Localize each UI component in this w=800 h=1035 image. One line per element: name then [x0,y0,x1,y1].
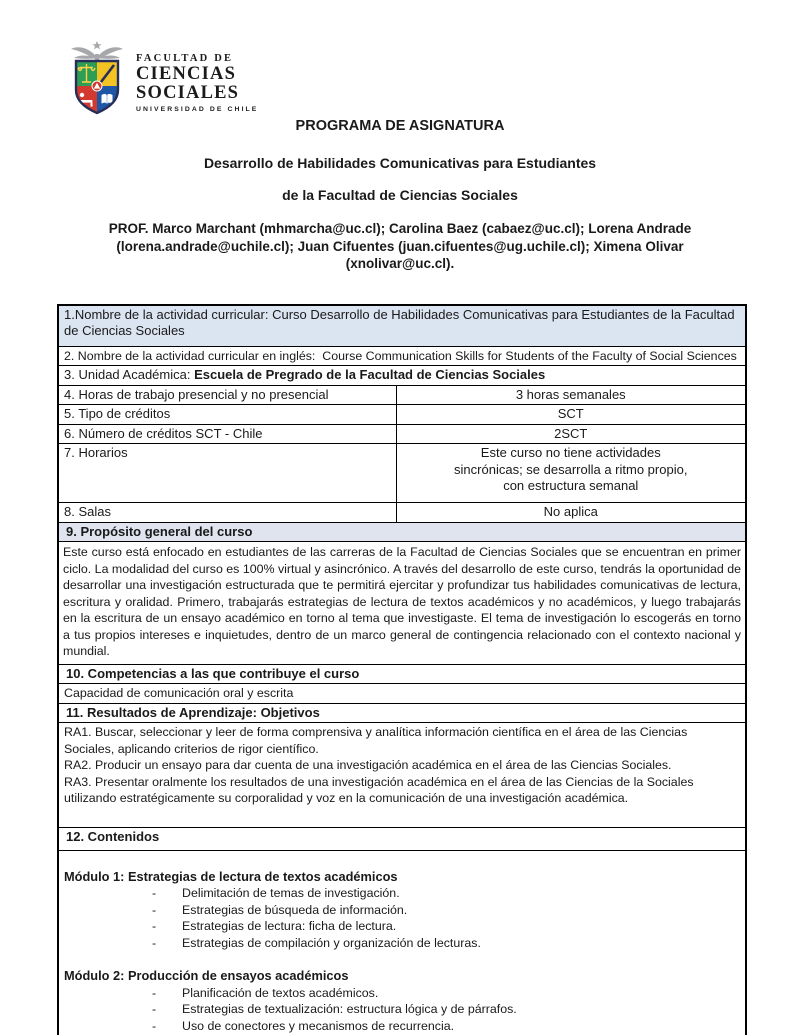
section11-header-row [58,703,746,723]
condor-wings-icon [71,47,123,60]
row7-value-line2: sincrónicas; se desarrolla a ritmo propio, [454,461,688,477]
section9-header: 9. Propósito general del curso [58,522,746,542]
professors-line: PROF. Marco Marchant (mhmarcha@uc.cl); Carolina Baez (cabaez@uc.cl); Lorena Andrade (lorena.andrade@uchile.cl); Juan Cifuentes (juan.cifuentes@ug.uchile.cl); Ximena Olivar (xnolivar@uc.cl). [108,221,692,271]
spacer [64,951,740,966]
row7-label: 7. Horarios [58,444,396,503]
university-shield-icon [66,40,128,118]
section12-header-row [58,827,746,850]
module2-title: Módulo 2: Producción de ensayos académicos [64,968,349,983]
section10-body-row [58,684,746,704]
table-row-2 [58,346,746,366]
section9-body-row [58,542,746,665]
bullet-text: - Estrategias de búsqueda de información. [182,902,408,917]
section11-body [58,723,746,828]
section12-body [58,850,746,1035]
table-row-3 [58,366,746,386]
section9-header-row [58,522,746,542]
section10-header: 10. Competencias a las que contribuye el curso [58,664,746,684]
course-title-line2: de la Facultad de Ciencias Sociales [282,187,518,203]
learning-outcome-3: RA3. Presentar oralmente los resultados de una investigación académica en el área de las Ciencias de la Sociales utilizando estratégicamente su corporalidad y voz en la comunicación de una investigación académica. [64,774,694,805]
row8-label: 8. Salas [58,503,396,523]
row7-value-line1: Este curso no tiene actividades [480,445,661,460]
module1-bullet-2 [64,902,740,919]
module2-bullet-3 [64,1018,740,1035]
module2-bullet-2 [64,1001,740,1018]
document-title: PROGRAMA DE ASIGNATURA [295,118,505,134]
bullet-text: - Uso de conectores y mecanismos de recurrencia. [182,1018,455,1033]
bullet-text: - Estrategias de lectura: ficha de lectura. [182,919,397,933]
logo-faculty-line3: SOCIALES [136,83,240,103]
course-title-line1: Desarrollo de Habilidades Comunicativas para Estudiantes [203,155,597,171]
bullet-text: - Estrategias de textualización: estructura lógica y de párrafos. [182,1002,517,1016]
logo-university-name: UNIVERSIDAD DE CHILE [136,106,259,113]
section12-header: 12. Contenidos [58,827,746,850]
row7-value-line3: con estructura semanal [503,478,639,493]
row5-value: SCT [396,405,746,425]
table-row-4 [58,385,746,405]
row2-cell: 2. Nombre de la actividad curricular en inglés: Course Communication Skills for Students of the Faculty of Social Sciences [58,346,746,366]
learning-outcome-2: RA2. Producir un ensayo para dar cuenta de una investigación académica en el área de las Ciencias Sociales. [64,758,672,772]
table-row-7 [58,444,746,503]
bullet-text: - Delimitación de temas de investigación. [182,886,400,900]
section11-body-row [58,723,746,828]
table-row-5 [58,405,746,425]
section10-body: Capacidad de comunicación oral y escrita [58,684,746,704]
learning-outcome-1: RA1. Buscar, seleccionar y leer de forma comprensiva y analítica información científica en el área de las Ciencias Sociales, aplicando criterios de rigor científico. [64,725,688,756]
section10-header-row [58,664,746,684]
table-row-6 [58,424,746,444]
university-logo [66,40,258,118]
module2-bullet-1 [64,985,740,1002]
table-row-8 [58,503,746,523]
row3-cell [58,366,746,386]
row5-label: 5. Tipo de créditos [58,405,396,425]
section12-body-row [58,850,746,1035]
row3-value: Escuela de Pregrado de la Facultad de Ciencias Sociales [194,367,546,382]
row4-value: 3 horas semanales [396,385,746,405]
spacer [64,852,740,867]
module1-title: Módulo 1: Estrategias de lectura de textos académicos [64,868,398,884]
row3-label: 3. Unidad Académica: [64,367,195,382]
section11-header: 11. Resultados de Aprendizaje: Objetivos [58,703,746,723]
row4-label: 4. Horas de trabajo presencial y no presencial [58,385,396,405]
row1-cell: 1.Nombre de la actividad curricular: Curso Desarrollo de Habilidades Comunicativas para Estudiantes de la Facultad de Ciencias Sociales [58,305,746,347]
program-table [57,304,747,1035]
section9-body: Este curso está enfocado en estudiantes de las carreras de la Facultad de Ciencias Sociales que se encuentran en primer ciclo. La modalidad del curso es 100% virtual y asincrónico. A través del desarrollo de este curso, tendrás la oportunidad de desarrollar una investigación estructurada que te permitirá ejercitar y profundizar tus habilidades comunicativas de lectura, escritura y oralidad. Primero, trabajarás estrategias de lectura de textos académicos y no académicos, y luego trabajarás en la escritura de un ensayo académico en torno al tema que investigaste. El tema de investigación lo escogerás en torno a tus propios intereses e inquietudes, dentro de un marco general de contingencia relacionado con el contexto nacional y mundial. [58,542,746,665]
row6-label: 6. Número de créditos SCT - Chile [58,424,396,444]
bullet-text: - Estrategias de compilación y organización de lecturas. [182,935,481,950]
row7-value [396,444,746,503]
logo-text [136,40,258,115]
row8-value: No aplica [396,503,746,523]
row6-value: 2SCT [396,424,746,444]
bullet-text: - Planificación de textos académicos. [182,985,379,1000]
module1-bullet-4 [64,935,740,952]
table-row-1 [58,305,746,347]
module1-bullet-3 [64,918,740,935]
logo-faculty-line1: FACULTAD DE [136,53,234,64]
logo-faculty-line2: CIENCIAS [136,64,237,84]
star-icon [92,41,101,49]
module1-bullet-1 [64,885,740,902]
